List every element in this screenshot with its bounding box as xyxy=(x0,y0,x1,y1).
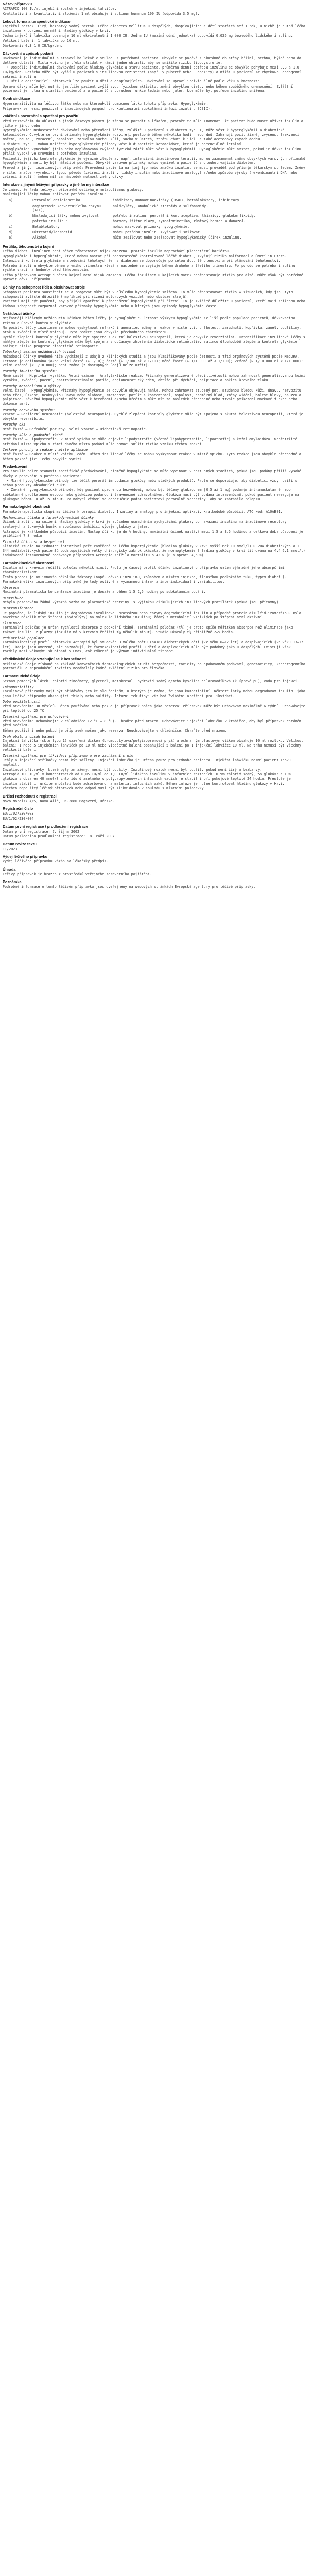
table-cell: Následující látky mohou zvyšovat xyxy=(32,213,99,218)
subsection-heading: Klinická účinnost a bezpečnost xyxy=(3,539,65,544)
section-paragraph: Hypoglykémie i hyperglykémie, které mohou nastat při nedostatečně kontrolované léčbě diabetu, zvyšují riziko malformací a úmrtí in utero. Intenzivní kontrola glykémie a sledování těhotných žen s diabetem se doporučuje po celou dobu těhotenství a při plánování těhotenství. xyxy=(3,254,289,263)
subsection-paragraph: Maximální plazmatická koncentrace inzulinu je dosažena během 1,5–2,5 hodiny po subkutánním podání. xyxy=(3,590,206,595)
section-paragraph: Převod z jiných inzulinových přípravků: Převedení pacienta na jiný typ nebo značku inzulinu se musí provádět pod přísným lékařským dohledem. Změny v síle, značce (výrobci), typu, původu (zvířecí inzulin, lidský inzulin nebo inzulinové analogy) a/nebo způsobu výroby (rekombinantní DNA nebo zvířecí inzulin) mohou mít za následek nutnost změny dávky. xyxy=(3,166,307,179)
subsection-heading: Pediatrická populace xyxy=(3,636,44,640)
section-heading: Účinky na schopnost řídit a obsluhovat stroje xyxy=(3,284,85,290)
section-paragraph: Léčivý přípravek je hrazen z prostředků veřejného zdravotního pojištění. xyxy=(3,872,152,876)
section-paragraph: Hypersenzitivita na léčivou látku nebo na kteroukoli pomocnou látku tohoto přípravku. Hypoglykémie. xyxy=(3,101,208,106)
section-paragraph: Je známo, že řada léčivých přípravků ovlivňuje metabolismus glukózy. xyxy=(3,187,144,192)
section-heading: Úhrada xyxy=(3,867,16,872)
subsection-heading: Druh obalu a obsah balení xyxy=(3,734,55,739)
subsection-paragraph: Všechen nepoužitý léčivý přípravek nebo odpad musí být zlikvidován v souladu s místními požadavky. xyxy=(3,786,206,791)
section-paragraph: Potřeba inzulinu obvykle během prvního trimestru klesá a následně se zvyšuje během druhého a třetího trimestru. Po porodu se potřeba inzulinu rychle vrací na hodnoty před těhotenstvím. xyxy=(3,263,297,273)
subsection-paragraph: Farmakokinetický profil přípravku Actrapid byl studován u malého počtu (n=18) diabetických dětí (ve věku 6–12 let) a dospívajících (ve věku 13–17 let). Údaje jsou omezené, ale naznačují, že farmakokinetický profil u dětí a dospívajících může být podobný jako u dospělých. Existují však rozdíly mezi věkovými skupinami v Cmax, což zdůrazňuje význam individuální titrace. xyxy=(3,640,305,654)
section-paragraph: Injekční roztok. Čirý, bezbarvý vodný roztok. Léčba diabetes mellitus u dospělých, dospívajících a dětí starších než 1 rok, u nichž je nutná léčba inzulinem k udržení normální hladiny glukózy v krvi. xyxy=(3,24,307,33)
section-heading: Výdej léčivého přípravku xyxy=(3,854,48,859)
subsection-heading: Absorpce xyxy=(3,585,20,590)
section-paragraph: Hyperglykémie: Nedostatečné dávkování nebo přerušení léčby, zvláště u pacientů s diabetem typu 1, může vést k hyperglykémii a diabetické ketoacidóze. Obvykle se první příznaky hyperglykémie rozvíjejí postupně během několika hodin nebo dnů. Zahrnují pocit žízně, zvýšenou frekvenci močení, nauzeu, zvracení, ospalost, zarudlou suchou kůži, sucho v ústech, ztrátu chuti k jídlu a také acetonový zápach dechu. xyxy=(3,128,301,142)
subsection-heading: Poruchy oka xyxy=(3,422,26,427)
table-row xyxy=(9,235,301,241)
subsection-paragraph: Nežádoucí účinky uvedené níže vycházejí z údajů z klinických studií a jsou klasifikovány podle četnosti a tříd orgánových systémů podle MedDRA. Četnost je definována jako: velmi časté (≥ 1/10); časté (≥ 1/100 až < 1/10); méně časté (≥ 1/1 000 až < 1/100); vzácné (≥ 1/10 000 až < 1/1 000); velmi vzácné (< 1/10 000); není známo (z dostupných údajů nelze určit). xyxy=(3,354,305,368)
section-paragraph: ACTRAPID 100 IU/ml injekční roztok v injekční lahvičce. xyxy=(3,7,117,11)
section-paragraph: Velikost balení: 1 lahvička po 10 ml. xyxy=(3,38,79,43)
subsection-paragraph: Actrapid 100 IU/ml v koncentracích od 0,05 IU/ml do 1,0 IU/ml lidského inzulinu v infuzních roztocích: 0,9% chlorid sodný, 5% glukóza a 10% glukóza s obsahem 40 mmol/l chloridu draselného v polypropylenových infuzních vacích je stabilní při pokojové teplotě 24 hodin. Přestože je inzulin stabilní, určité množství bude adsorbováno na materiál infuzních vaků. Během infuze je nutné kontrolovat hladinu glukózy v krvi. xyxy=(3,772,293,786)
table-cell xyxy=(9,219,32,225)
table-cell: d) xyxy=(9,230,13,234)
section-paragraph: Datum posledního prodloužení registrace: 18. září 2007 xyxy=(3,834,115,839)
table-cell: Betablokátory xyxy=(32,224,60,229)
section-paragraph: Úprava dávky může být nutná, jestliže pacient zvýší svou fyzickou aktivitu, změní obvyklou dietu, nebo během souběžného onemocnění. Zvláštní pozornost je nutná u starších pacientů a u pacientů s poruchou funkce ledvin nebo jater, kde může být potřeba inzulinu snížena. xyxy=(3,84,295,93)
subsection-heading: Zvláštní opatření pro uchovávání xyxy=(3,715,69,719)
subsection-paragraph: Méně časté – Kopřivka, vyrážka. Velmi vzácné – Anafylaktické reakce. Příznaky generalizované přecitlivělosti mohou zahrnovat generalizovanou kožní vyrážku, svědění, pocení, gastrointestinální potíže, angioneurotický edém, obtíže při dýchání, palpitace a pokles krevního tlaku. xyxy=(3,374,307,382)
subsection-heading: Eliminace xyxy=(3,621,22,625)
section-paragraph: Léčba diabetu inzulinem není během těhotenství nijak omezena, protože inzulin neprochází placentární bariérou. xyxy=(3,249,231,253)
section-paragraph: EU/1/02/230/004 xyxy=(3,816,34,821)
subsection-paragraph: Před otevřením: 30 měsíců. Během používání nebo pokud je přípravek nošen jako rezerva: Přípravek může být uchováván maximálně 6 týdnů. Uchovávejte při teplotě do 25 °C. xyxy=(3,704,307,713)
table-row xyxy=(9,198,301,204)
subsection-paragraph: Klinická studie na jednotce intenzivní péče zaměřená na léčbu hyperglykémie (hladina glukózy v krvi vyšší než 10 mmol/l) u 204 diabetických a 1 344 nediabetických pacientů podstupujících velký chirurgický zákrok ukázala, že normoglykémie (hladina glukózy v krvi titrována na 4,4–6,1 mmol/l) indukovaná intravenózně podávaným přípravkem Actrapid snížila mortalitu o 42 % (8 % oproti 4,6 %). xyxy=(3,544,307,557)
subsection-heading: Biotransformace xyxy=(3,606,34,611)
subsection-paragraph: Méně časté – Lipodystrofie. V místě vpichu se může objevit lipodystrofie (včetně lipohypertrofie, lipoatrofie) a kožní amyloidóza. Nepřetržité střídání místa vpichu v rámci daného místa podání může pomoci snížit riziko vzniku těchto reakcí. xyxy=(3,437,299,446)
table-cell xyxy=(9,204,32,214)
subsection-heading: Distribuce xyxy=(3,596,24,600)
section-paragraph: Datum první registrace: 7. října 2002 xyxy=(3,829,79,834)
section-heading: Datum revize textu xyxy=(3,841,37,846)
section-paragraph: Dávkování je individuální a stanoví ho lékař v souladu s potřebami pacienta. Obvykle se podává subkutánně do stěny břišní, stehna, hýždě nebo do deltové oblasti. Místa vpichu je třeba střídat v rámci jedné oblasti, aby se snížilo riziko lipodystrofie. xyxy=(3,56,303,65)
section-paragraph: Na počátku léčby inzulinem se mohou vyskytnout refrakční anomálie, edémy a reakce v místě vpichu (bolest, zarudnutí, kopřivka, zánět, podlitiny, otok a svědění v místě vpichu). Tyto reakce jsou obvykle přechodného charakteru. xyxy=(3,326,303,335)
section-paragraph: Pacienti, jejichž kontrola glykémie je výrazně zlepšena, např. intenzivní inzulinovou terapií, mohou zaznamenat změnu obvyklých varovných příznaků hypoglykémie a měli by být náležitě poučeni. Obvyklé varovné příznaky mohou vymizet u pacientů s dlouhotrvajícím diabetem. xyxy=(3,156,307,165)
table-cell: c) xyxy=(9,224,13,229)
table-cell: angiotensin konvertujícího enzymu (ACE), xyxy=(32,204,103,213)
table-cell: potřebu inzulinu: perorální kontraceptiva, thiazidy, glukokortikoidy, xyxy=(113,213,256,218)
document xyxy=(0,0,309,889)
section-heading: Předklinické údaje vztahující se k bezpečnosti xyxy=(3,656,86,662)
subsection-paragraph: Vzácné – Periferní neuropatie (bolestivá neuropatie). Rychlé zlepšení kontroly glykémie může být spojeno s akutní bolestivou neuropatií, která je obvykle reverzibilní. xyxy=(3,412,305,421)
table-cell: mohou potřebu inzulinu zvyšovat i snižovat. xyxy=(113,230,202,234)
table-cell: e) xyxy=(9,235,13,240)
table-cell: může zesilovat nebo zeslabovat hypoglykemický účinek inzulinu. xyxy=(113,235,242,240)
subsection-paragraph: Jehly a injekční stříkačky nesmí být sdíleny. Injekční lahvička je určena pouze pro jednoho pacienta. Injekční lahvičku nesmí pacient znovu naplnit. xyxy=(3,758,293,767)
section-paragraph: Tento proces je ovlivňován několika faktory (např. dávkou inzulinu, způsobem a místem injekce, tloušťkou podkožního tuku, typem diabetu). Farmakokinetika inzulinových přípravků je tedy ovlivněna významnou intra- a interindividuální variabilitou. xyxy=(3,575,289,584)
table-cell: Oktreotid/lanreotid xyxy=(32,230,72,234)
table-row xyxy=(9,230,301,236)
section-heading: Léková forma a terapeutické indikace xyxy=(3,19,71,24)
section-paragraph: Inzulin má v krevním řečišti poločas několik minut. Proto je časový profil účinku inzulinového přípravku určen výhradně jeho absorpčními charakteristikami. xyxy=(3,566,287,574)
subsection-heading: Mechanismus účinku a farmakodynamické účinky xyxy=(3,515,94,520)
subsection-paragraph: Injekční lahvička (sklo typu 1) uzavřená diskem (bromobutylová/polyisoprenová pryž) a ochranným plastovým víčkem obsahuje 10 ml roztoku. Velikost balení: 1 nebo 5 injekčních lahviček po 10 ml nebo vícečetné balení obsahující 5 balení po 1 injekční lahvičce 10 ml. Na trhu nemusí být všechny velikosti balení. xyxy=(3,739,305,752)
section-paragraph: Farmakoterapeutická skupina: Léčiva k terapii diabetu. Inzuliny a analogy pro injekční aplikaci, krátkodobě působící. ATC kód: A10AB01. xyxy=(3,510,283,514)
section-paragraph: Pro inzulin nelze stanovit specifické předávkování, nicméně hypoglykémie se může vyvinout v postupných stadiích, pokud jsou podány příliš vysoké dávky v porovnání s potřebou pacienta: xyxy=(3,469,303,478)
section-paragraph: Dávkování: 0,3–1,0 IU/kg/den. xyxy=(3,43,63,48)
section-heading: Předávkování xyxy=(3,464,28,469)
subsection-paragraph: Inzulinové přípravky mají být přidávány jen ke sloučeninám, u kterých je známo, že jsou kompatibilní. Některé látky mohou degradovat inzulin, jako jsou léčivé přípravky obsahující thioly nebo sulfity. Infuzní tekutiny: viz bod Zvláštní opatření pro likvidaci. xyxy=(3,689,307,698)
section-paragraph: Přípravek se nesmí používat v inzulinových pumpách pro kontinuální subkutánní infuzi inzulinu (CSII). xyxy=(3,106,212,111)
section-paragraph: Schopnost pacienta soustředit se a reagovat může být v důsledku hypoglykémie snížena. To může představovat riziko v situacích, kdy jsou tyto schopnosti zvláště důležité (například při řízení motorových vozidel nebo obsluze strojů). xyxy=(3,290,295,299)
section-heading: Interakce s jinými léčivými přípravky a jiné formy interakce xyxy=(3,182,109,187)
section-heading: Zvláštní upozornění a opatření pro použití xyxy=(3,114,78,119)
subsection-heading: Poruchy kůže a podkožní tkáně xyxy=(3,433,63,437)
section-heading: Farmakologické vlastnosti xyxy=(3,504,50,510)
section-paragraph: Nejčastěji hlášeným nežádoucím účinkem během léčby je hypoglykémie. Četnost výskytu hypoglykémie se liší podle populace pacientů, dávkovacího režimu a úrovně kontroly glykémie. xyxy=(3,316,297,325)
section-paragraph: Jedna injekční lahvička obsahuje 10 ml ekvivalentní 1 000 IU. Jedna IU (mezinárodní jednotka) odpovídá 0,035 mg bezvodého lidského inzulinu. xyxy=(3,33,293,38)
section-paragraph: Kvalitativní a kvantitativní složení: 1 ml obsahuje insulinum humanum 100 IU (odpovídá 3,5 mg). xyxy=(3,11,200,16)
subsection-paragraph: Méně časté – Refrakční poruchy. Velmi vzácné – Diabetická retinopatie. xyxy=(3,427,148,431)
table-row xyxy=(9,214,301,219)
section-paragraph: Seznam pomocných látek: chlorid zinečnatý, glycerol, metakresol, hydroxid sodný a/nebo kyselina chlorovodíková (k úpravě pH), voda pro injekci. xyxy=(3,679,299,684)
subsection-paragraph: Actrapid je krátkodobě působící inzulin. Nástup účinku je do ½ hodiny, maximální účinek nastává mezi 1,5 a 3,5 hodinou a celková doba působení je přibližně 7–8 hodin. xyxy=(3,529,305,538)
subsection-paragraph: Terminální poločas je určen rychlostí absorpce z podkožní tkáně. Terminální poločas (t½) je proto spíše měřítkem absorpce než eliminace jako takové inzulinu z plazmy (inzulin má v krevním řečišti t½ několik minut). Studie ukázaly t½ přibližně 2–5 hodin. xyxy=(3,625,295,634)
section-heading: Registrační číslo xyxy=(3,806,33,811)
section-heading: Dávkování a způsob podání xyxy=(3,51,53,56)
table-cell: inhibitory monoaminooxidázy (IMAO), betablokátory, inhibitory xyxy=(113,198,239,202)
subsection-heading: Poruchy metabolismu a výživy xyxy=(3,384,61,388)
section-paragraph: Neklinické údaje získané na základě konvenčních farmakologických studií bezpečnosti, toxicity po opakovaném podávání, genotoxicity, kancerogenního potenciálu a reprodukční toxicity neodhalily žádné zvláštní riziko pro člověka. xyxy=(3,662,307,671)
section-heading: Farmakokinetické vlastnosti xyxy=(3,561,54,566)
interaction-table xyxy=(9,198,301,241)
table-cell: mohou maskovat příznaky hypoglykémie. xyxy=(113,224,190,229)
table-cell: hormony štítné žlázy, sympatomimetika, růstový hormon a danazol. xyxy=(113,219,246,224)
subsection-heading: Celkové poruchy a reakce v místě aplikace xyxy=(3,448,88,452)
subsection-heading: Poruchy nervového systému xyxy=(3,408,55,412)
subsection-paragraph: Během používání nebo pokud je přípravek nošen jako rezerva: Neuchovávejte v chladničce. Chraňte před mrazem. xyxy=(3,728,227,733)
section-paragraph: U diabetu typu 1 mohou neléčené hyperglykemické příhody vést k diabetické ketoacidóze, která je potenciálně letální. xyxy=(3,142,244,147)
section-paragraph: • Mírné hypoglykemické příhody lze léčit perorálním podáním glukózy nebo sladkých produktů. Proto se doporučuje, aby diabetici vždy nosili s sebou produkty obsahující cukr. xyxy=(3,479,299,487)
section-heading: Datum první registrace / prodloužení registrace xyxy=(3,824,88,829)
subsection-heading: Tabulkový seznam nežádoucích účinků xyxy=(3,350,75,354)
table-row xyxy=(9,204,301,214)
table-row xyxy=(9,225,301,230)
section-heading: Název přípravku xyxy=(3,2,32,6)
section-paragraph: • Děti a dospívající: přípravek lze použít u dětí a dospívajících. Dávkování se upraví individuálně podle věku a hmotnosti. xyxy=(3,79,262,84)
section-heading: Nežádoucí účinky xyxy=(3,311,35,316)
section-paragraph: Před cestováním do oblastí s jiným časovým pásmem je třeba se poradit s lékařem, protože to může znamenat, že pacient bude muset užívat inzulin a jídlo v jinou dobu. xyxy=(3,119,305,128)
section-heading: Fertilita, těhotenství a kojení xyxy=(3,244,54,249)
subsection-paragraph: Inzulinové přípravky, které byly zmraženy, nesmí být použity. Inzulinový roztok nesmí být použit, pokud není čirý a bezbarvý. xyxy=(3,767,262,772)
section-paragraph: Léčba přípravkem Actrapid během kojení není nijak omezena. Léčba inzulinem u kojících matek nepředstavuje riziko pro dítě. Může však být potřebné upravit dávku přípravku. xyxy=(3,273,305,282)
section-heading: Farmaceutické údaje xyxy=(3,674,41,679)
subsection-paragraph: Před otevřením: Uchovávejte v chladničce (2 °C – 8 °C). Chraňte před mrazem. Uchovávejte injekční lahvičku v krabičce, aby byl přípravek chráněn před světlem. xyxy=(3,719,303,728)
section-paragraph: Rychlé zlepšení kontroly glykémie může být spojeno s akutní bolestivou neuropatií, která je obvykle reverzibilní. Intenzifikace inzulinové léčby s náhlým zlepšením kontroly glykémie může být spojena s dočasným zhoršením diabetické retinopatie, zatímco dlouhodobě zlepšená kontrola glykémie snižuje riziko progrese diabetické retinopatie. xyxy=(3,335,307,348)
subsection-paragraph: Nebyla pozorována žádná výrazná vazba na plazmatické proteiny, s výjimkou cirkulujících inzulinových protilátek (pokud jsou přítomny). xyxy=(3,600,281,605)
subsection-heading: Poruchy imunitního systému xyxy=(3,369,57,374)
section-paragraph: Hypoglykémie: Vynechání jídla nebo neplánovaná zvýšená fyzická zátěž může vést k hypoglykémii. Hypoglykémie může nastat, pokud je dávka inzulinu příliš vysoká ve srovnání s potřebou inzulinu. xyxy=(3,147,303,156)
subsection-heading: Inkompatibility xyxy=(3,685,34,689)
section-heading: Držitel rozhodnutí o registraci xyxy=(3,793,57,799)
section-paragraph: Pacienti mají být poučeni, aby přijali opatření k předcházení hypoglykémii při řízení. To je zvláště důležité u pacientů, kteří mají sníženou nebo žádnou schopnost rozpoznat varovné příznaky hypoglykémie nebo u kterých jsou epizody hypoglykémie časté. xyxy=(3,299,307,308)
section-paragraph: EU/1/02/230/003 xyxy=(3,811,34,816)
section-paragraph: Následující látky mohou snižovat potřebu inzulinu: xyxy=(3,192,107,197)
section-paragraph: • Závažné hypoglykemické příhody, kdy pacient upadne do bezvědomí, mohou být léčeny glukagonem (0,5 až 1 mg) podaným intramuskulárně nebo subkutánně proškolenou osobou nebo glukózou podanou intravenózně zdravotníkem. Glukóza musí být podána intravenózně, pokud pacient nereaguje na glukagon během 10 až 15 minut. Po nabytí vědomí se doporučuje podat pacientovi perorálně sacharidy, aby se zabránilo relapsu. xyxy=(3,488,301,501)
subsection-heading: Zvláštní opatření pro likvidaci přípravku a pro zacházení s ním xyxy=(3,753,133,758)
table-row xyxy=(9,219,301,225)
table-cell: a) xyxy=(9,198,13,202)
subsection-heading: Doba použitelnosti xyxy=(3,700,40,704)
section-paragraph: Podrobné informace o tomto léčivém přípravku jsou uveřejněny na webových stránkách Evropské agentury pro léčivé přípravky. xyxy=(3,885,256,889)
table-cell: salicyláty, anabolické steroidy a sulfonamidy. xyxy=(113,204,209,208)
section-paragraph: • Dospělí: individuální dávkování podle hladiny glykémie a stavu pacienta, průměrná denní potřeba inzulinu se obvykle pohybuje mezi 0,3 a 1,0 IU/kg/den. Potřeba může být vyšší u pacientů s inzulinovou rezistencí (např. v pubertě nebo u obezity) a nižší u pacientů se zbytkovou endogenní sekrecí inzulinu. xyxy=(3,65,303,79)
table-cell: b) xyxy=(9,213,13,218)
section-heading: Kontraindikace xyxy=(3,96,30,101)
section-heading: Poznámka xyxy=(3,879,22,885)
section-paragraph: Novo Nordisk A/S, Novo Allé, DK-2880 Bagsværd, Dánsko. xyxy=(3,799,115,803)
table-cell: potřebu inzulinu: xyxy=(32,219,68,224)
section-paragraph: Výdej léčivého přípravku vázán na lékařský předpis. xyxy=(3,859,109,864)
subsection-paragraph: Účinek inzulinu na snížení hladiny glukózy v krvi je způsoben usnadněním vychytávání glukózy po navázání inzulinu na inzulinové receptory svalových a tukových buněk a současnou inhibicí výdeje glukózy z jater. xyxy=(3,520,289,529)
subsection-paragraph: Je popsáno, že lidský inzulin je degradován inzulinovou proteázou nebo enzymy degradujícími inzulin a případně protein disulfid-izomerázou. Bylo navrženo několik míst štěpení (hydrolýzy) na molekule lidského inzulinu; žádný z metabolitů vzniklých po štěpení není aktivní. xyxy=(3,611,303,620)
subsection-paragraph: Méně časté – Reakce v místě vpichu, edém. Během inzulinové léčby se mohou vyskytnout reakce v místě vpichu. Tyto reakce jsou obvykle přechodné a během pokračující léčby obvykle vymizí. xyxy=(3,452,303,461)
table-cell: Alkohol xyxy=(32,235,47,240)
section-paragraph: 11/2023 xyxy=(3,846,18,851)
table-cell: Perorální antidiabetika, xyxy=(32,198,82,202)
subsection-paragraph: Velmi časté – Hypoglykémie. Příznaky hypoglykémie se obvykle objevují náhle. Mohou zahrnovat studený pot, studenou bledou kůži, únavu, nervozitu nebo třes, úzkost, neobvyklou únavu nebo slabost, zmatenost, potíže s koncentrací, ospalost, nadměrný hlad, změny vidění, bolest hlavy, nauzeu a palpitace. Závažná hypoglykémie může vést k bezvědomí a/nebo křečím a může mít za následek přechodné nebo trvalé poškození mozkové funkce nebo dokonce smrt. xyxy=(3,388,303,406)
